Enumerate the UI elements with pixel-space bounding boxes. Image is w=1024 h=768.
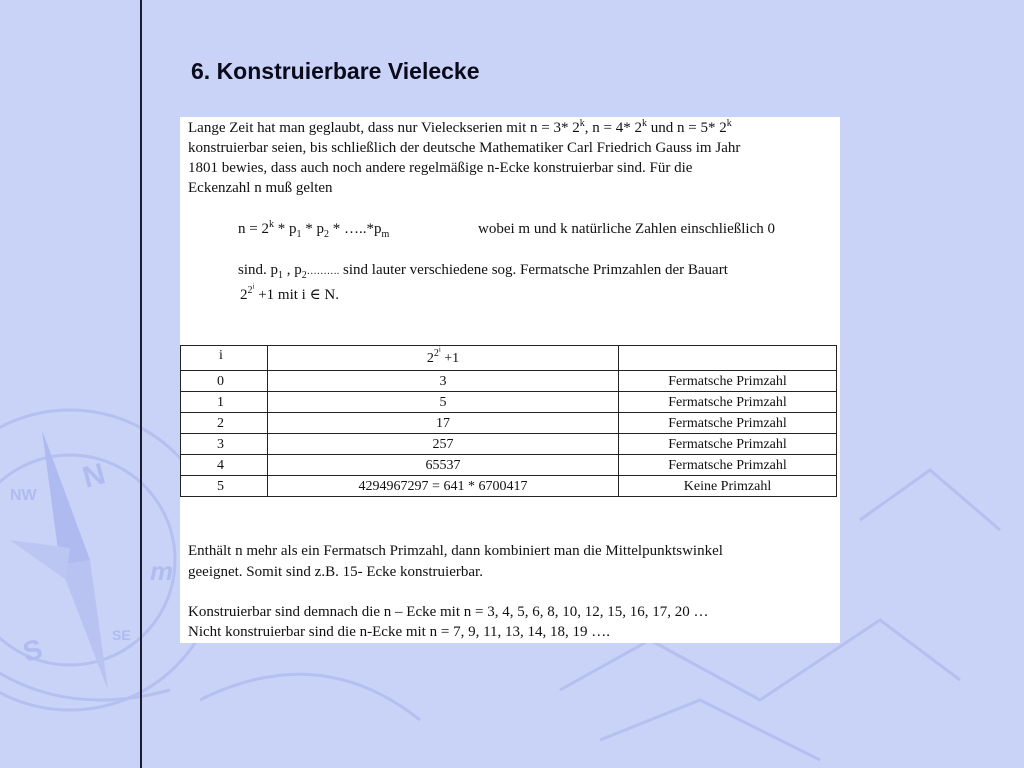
- outro-line-4: Nicht konstruierbar sind die n-Ecke mit n = 7, 9, 11, 13, 14, 18, 19 ….: [188, 624, 611, 640]
- compass-needle-south: [60, 560, 108, 690]
- outro-line-3: Konstruierbar sind demnach die n – Ecke mit n = 3, 4, 5, 6, 8, 10, 12, 15, 16, 17, 20 …: [188, 604, 709, 620]
- header-i: i: [181, 346, 268, 371]
- compass-letter-se: SE: [112, 627, 131, 643]
- outro-line-2: geeignet. Somit sind z.B. 15- Ecke konstruierbar.: [188, 564, 483, 580]
- table-header-row: [181, 346, 837, 371]
- compass-letter-s: S: [19, 633, 46, 668]
- document-box: [180, 117, 840, 643]
- slide-divider-line: [140, 0, 142, 768]
- table-row: 1 5 Fermatsche Primzahl: [181, 392, 837, 413]
- intro-line-2: konstruierbar seien, bis schließlich der deutsche Mathematiker Carl Friedrich Gauss im Jahr: [188, 140, 741, 156]
- primes-line: sind. $p_1$ , $p_2\dots\dots\dots$. sind lauter verschiedene sog. Fermatsche Primzahlen der Bauart: [238, 262, 728, 281]
- table-row: 0 3 Fermatsche Primzahl: [181, 371, 837, 392]
- compass-needle-north: [42, 430, 90, 565]
- formula-line: $n = 2^k * p_1 * p_2$ * $\dots..*p_m$: [238, 219, 390, 240]
- header-description: [619, 346, 837, 371]
- intro-line-3: 1801 bewies, dass auch noch andere regelmäßige n-Ecke konstruierbar sind. Für die: [188, 160, 693, 176]
- compass-letter-n: N: [79, 457, 109, 495]
- table-row: 2 17 Fermatsche Primzahl: [181, 413, 837, 434]
- table-row: 4 65537 Fermatsche Primzahl: [181, 455, 837, 476]
- table-row: 3 257 Fermatsche Primzahl: [181, 434, 837, 455]
- header-formula: $2^{2^i} +1$: [268, 346, 619, 371]
- slide-title: 6. Konstruierbare Vielecke: [191, 58, 480, 84]
- compass-letter-nw: NW: [10, 487, 37, 504]
- formula-condition: wobei m und k natürliche Zahlen einschließlich 0: [478, 221, 775, 237]
- intro-line-1: Lange Zeit hat man geglaubt, dass nur Vieleckserien mit n = 3* 2$^k$, n = 4* 2$^k$ und n = 5* 2$^k$: [188, 118, 732, 136]
- table-row: 5 4294967297 = 641 * 6700417 Keine Primzahl: [181, 476, 837, 497]
- fermat-numbers-table: [180, 345, 837, 497]
- intro-line-4: Eckenzahl n muß gelten: [188, 180, 333, 196]
- fermat-form-line: $2^{2^i} +1$ mit i ∈ N.: [240, 282, 340, 303]
- outro-line-1: Enthält n mehr als ein Fermatsch Primzahl, dann kombiniert man die Mittelpunktswinkel: [188, 543, 723, 559]
- compass-letter-w: m: [150, 556, 174, 586]
